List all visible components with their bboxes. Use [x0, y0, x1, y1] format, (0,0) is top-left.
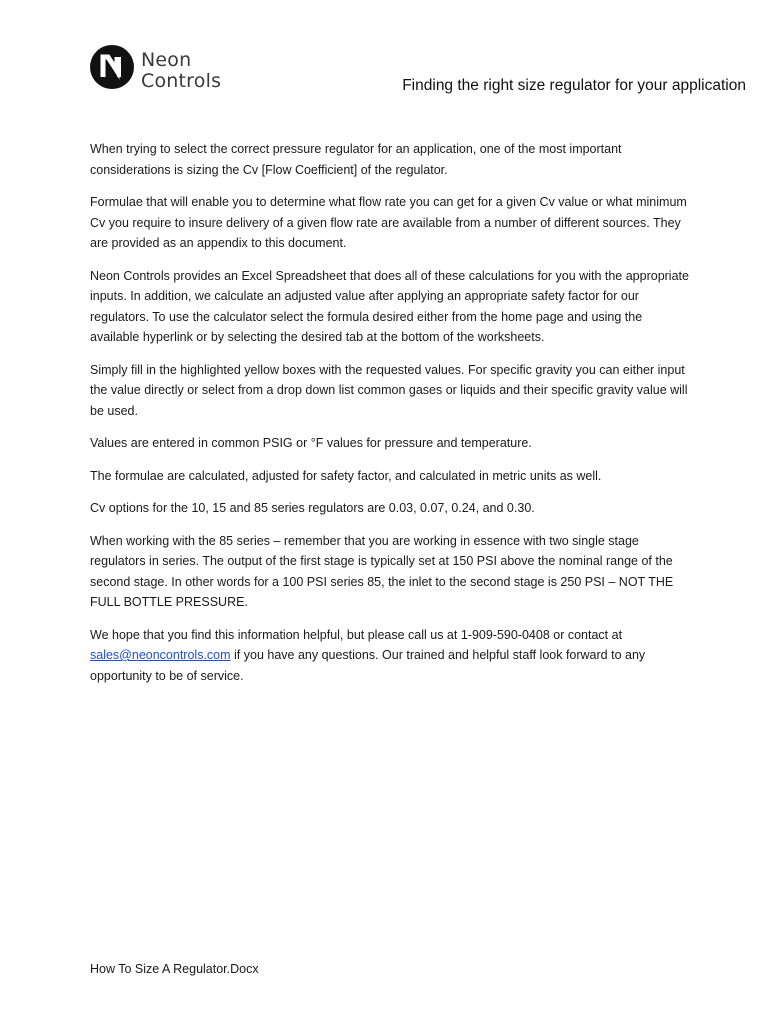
document-title: Finding the right size regulator for your application [402, 77, 746, 94]
logo-line-1: Neon [141, 49, 192, 71]
paragraph-intro: When trying to select the correct pressure regulator for an application, one of the most important considerations is sizing the Cv [Flow Coefficient] of the regulator. [90, 142, 622, 177]
paragraph-units: Values are entered in common PSIG or °F values for pressure and temperature. [90, 436, 532, 450]
paragraph-yellow-boxes: Simply fill in the highlighted yellow boxes with the requested values. For specific gravity you can either input the value directly or select from a drop down list common gases or liquids and their specific gravity value will be used. [90, 362, 688, 418]
logo-wordmark [141, 50, 221, 92]
sales-email-link[interactable]: sales@neoncontrols.com [90, 648, 231, 662]
paragraph-spreadsheet: Neon Controls provides an Excel Spreadsheet that does all of these calculations for you with the appropriate inputs. In addition, we calculate an adjusted value after applying an appropriate safety factor for our regulators. To use the calculator select the formula desired either from the home page and using the available hyperlink or by selecting the desired tab at the bottom of the worksheets. [90, 268, 689, 344]
paragraph-contact [90, 625, 690, 687]
contact-text-before: We hope that you find this information helpful, but please call us at 1-909-590-0408 or contact at [90, 627, 623, 642]
document-body [90, 139, 690, 698]
footer-filename: How To Size A Regulator.Docx [90, 962, 259, 976]
logo-line-2: Controls [141, 70, 222, 92]
paragraph-85-series: When working with the 85 series – remember that you are working in essence with two single stage regulators in series. The output of the first stage is typically set at 150 PSI above the nominal range of the second stage. In other words for a 100 PSI series 85, the inlet to the second stage is 250 PSI – NOT THE FULL BOTTLE PRESSURE. [90, 533, 674, 609]
neon-controls-logo [89, 44, 229, 100]
paragraph-formulae: Formulae that will enable you to determine what flow rate you can get for a given Cv value or what minimum Cv you require to insure delivery of a given flow rate are available from a number of different sources. They are provided as an appendix to this document. [90, 195, 687, 250]
paragraph-cv-options: Cv options for the 10, 15 and 85 series regulators are 0.03, 0.07, 0.24, and 0.30. [90, 501, 535, 515]
neon-controls-n-logo-icon [89, 44, 135, 90]
contact-text-after: if you have any questions. Our trained and helpful staff look forward to any opportunity to be of service. [90, 648, 646, 683]
paragraph-metric: The formulae are calculated, adjusted for safety factor, and calculated in metric units as well. [90, 468, 602, 483]
